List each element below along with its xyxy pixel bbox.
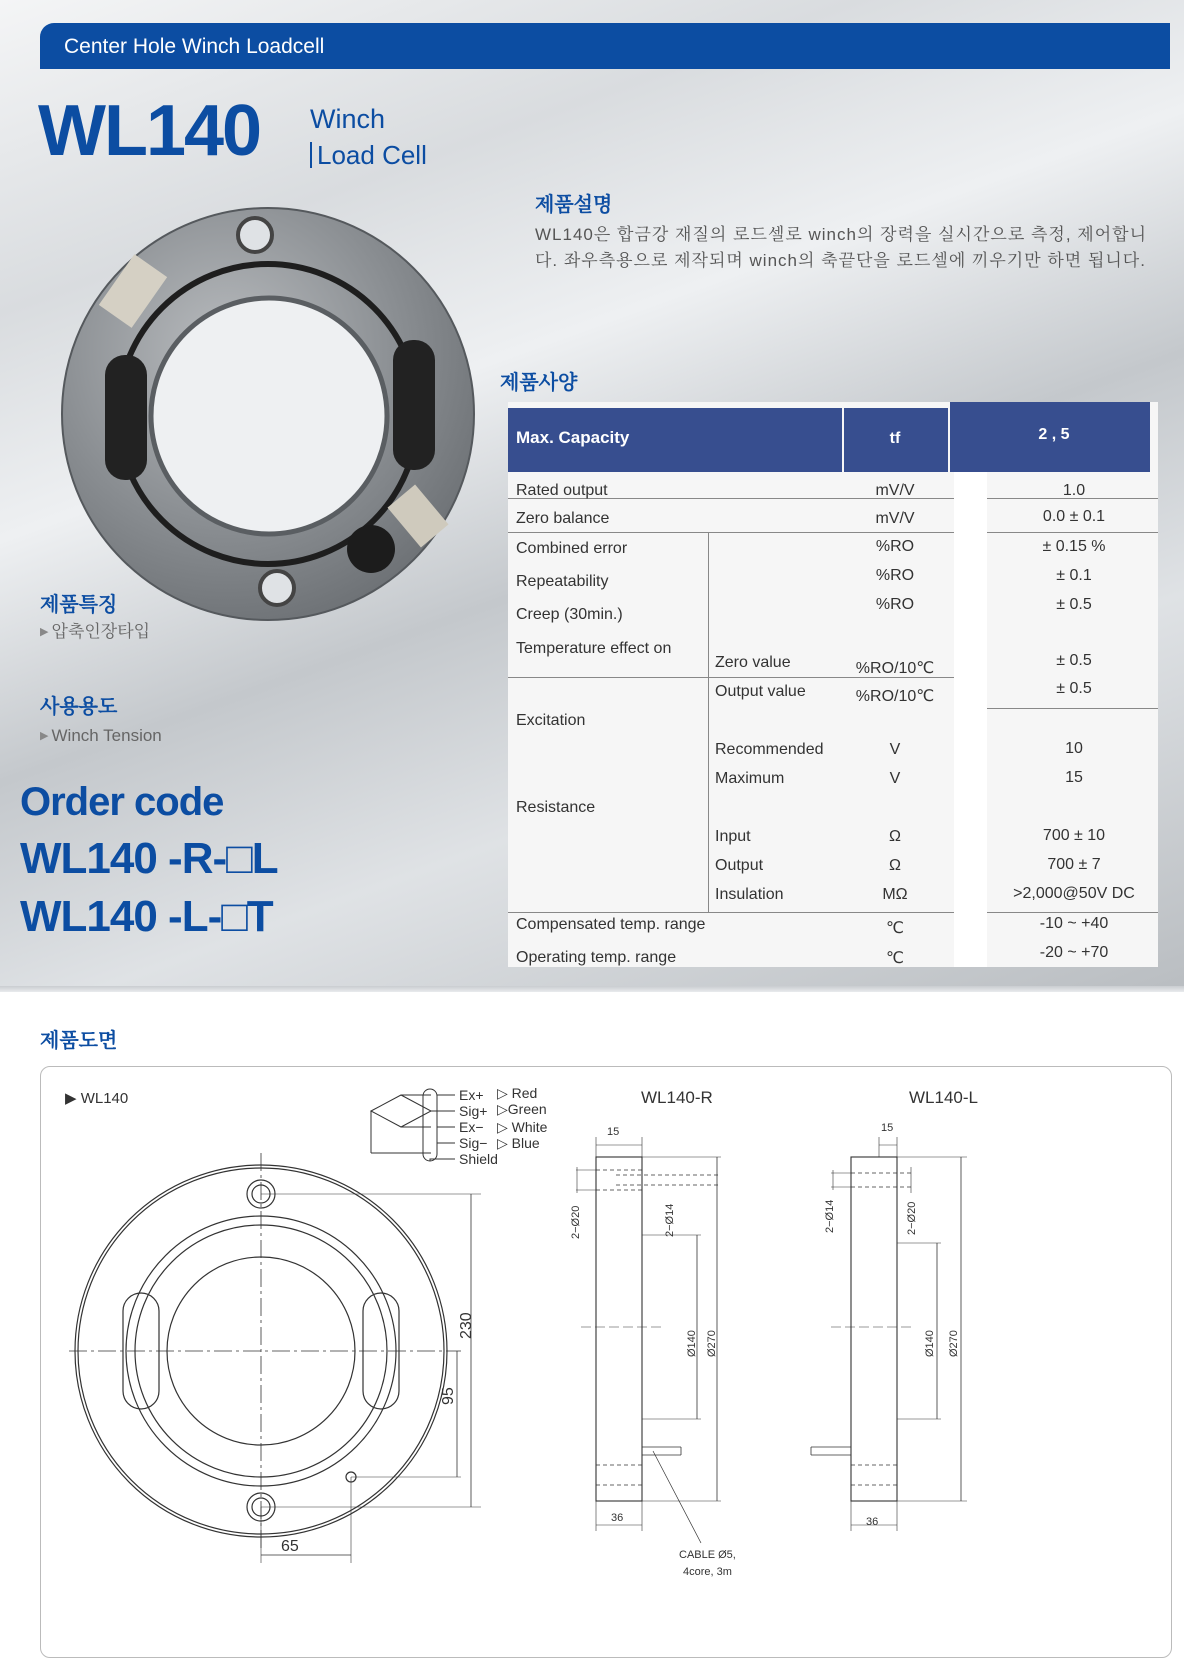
spec-sublabel: Output value: [715, 683, 806, 700]
dim-36-r: 36: [611, 1512, 624, 1524]
spec-unit: %RO: [875, 538, 915, 555]
usage-title: 사용용도: [40, 696, 118, 718]
spec-unit: V: [889, 770, 901, 787]
spec-value: ± 0.5: [1056, 596, 1092, 613]
features-title: 제품특징: [40, 594, 118, 616]
spec-sublabel: Zero value: [715, 654, 791, 671]
spec-label: Combined error: [516, 540, 628, 557]
spec-label: Rated output: [516, 482, 608, 499]
wire-color: ▷ Red: [497, 1085, 538, 1101]
wire-pin: Ex+: [459, 1087, 484, 1103]
wire-color: ▷Green: [497, 1101, 547, 1117]
spec-value: 15: [1065, 769, 1083, 786]
description-text: WL140은 합금강 재질의 로드셀로 winch의 장력을 실시간으로 측정, 제어합니다. 좌우측용으로 제작되며 winch의 축끝단을 로드셀에 끼우기만 하면 됩니다.: [535, 225, 1147, 270]
spec-header-unit: tf: [889, 430, 901, 447]
spec-value: 700 ± 10: [1042, 827, 1106, 844]
spec-label: Compensated temp. range: [516, 916, 706, 933]
drawing-panel: [40, 1066, 1172, 1658]
spec-unit: %RO: [875, 596, 915, 613]
order-code-r: WL140 -R-□L: [20, 834, 278, 883]
spec-sublabel: Maximum: [715, 770, 785, 787]
dim-bore-l: Ø140: [924, 1330, 936, 1357]
usage-item: ▶ Winch Tension: [40, 726, 162, 746]
spec-unit: ℃: [886, 950, 904, 967]
dim-bore-r: Ø140: [686, 1330, 698, 1357]
spec-value: -20 ~ +70: [1039, 944, 1109, 961]
spec-sublabel: Output: [715, 857, 764, 874]
dim-36-l: 36: [866, 1516, 879, 1528]
spec-sublabel: Insulation: [715, 886, 784, 903]
spec-value: 1.0: [1062, 482, 1086, 499]
spec-label: Excitation: [516, 712, 586, 729]
spec-value: 700 ± 7: [1047, 856, 1101, 873]
spec-unit: %RO/10℃: [855, 688, 935, 705]
cable-spec-line2: 4core, 3m: [683, 1566, 732, 1578]
banner-title: Center Hole Winch Loadcell: [64, 35, 325, 58]
spec-value: -10 ~ +40: [1039, 915, 1109, 932]
dim-hole20-r: 2−Ø20: [570, 1205, 582, 1239]
order-code-title: Order code: [20, 780, 224, 824]
subtitle-loadcell: Load Cell: [310, 142, 427, 168]
spec-table: [508, 402, 1158, 967]
dim-outer-r: Ø270: [706, 1330, 718, 1357]
spec-value: 10: [1065, 740, 1083, 757]
spec-header-label: Max. Capacity: [516, 428, 630, 447]
spec-value: ± 0.15 %: [1042, 538, 1106, 555]
category-banner: [40, 23, 1170, 69]
spec-label: Resistance: [516, 799, 596, 816]
spec-unit: Ω: [889, 828, 901, 845]
dim-15-l: 15: [881, 1122, 894, 1134]
model-title: WL140: [38, 91, 261, 171]
wire-pin: Shield: [459, 1151, 498, 1167]
wire-pin: Sig+: [459, 1103, 488, 1119]
technical-drawing: [41, 1067, 1171, 1657]
spec-unit: Ω: [889, 857, 901, 874]
wiring-diagram: [371, 1089, 455, 1161]
spec-value: ± 0.5: [1056, 680, 1092, 697]
spec-value: ± 0.5: [1056, 652, 1092, 669]
spec-unit: mV/V: [875, 510, 915, 527]
drawing-r-label: WL140-R: [641, 1088, 713, 1107]
order-code-l: WL140 -L-□T: [20, 892, 273, 941]
dim-95: 95: [440, 1387, 457, 1405]
description-title: 제품설명: [535, 194, 613, 216]
spec-unit: mV/V: [875, 482, 915, 499]
product-photo: [55, 200, 485, 630]
drawing-title: 제품도면: [40, 1030, 118, 1052]
spec-sublabel: Recommended: [715, 741, 824, 758]
spec-sublabel: Input: [715, 828, 751, 845]
spec-unit: ℃: [886, 920, 904, 937]
spec-column-gap: [954, 472, 987, 967]
drawing-main-label: ▶ WL140: [65, 1090, 129, 1107]
side-view-r: [576, 1137, 721, 1543]
spec-value: ± 0.1: [1056, 567, 1092, 584]
dim-hole14-r: 2−Ø14: [664, 1203, 676, 1237]
spec-label: Repeatability: [516, 573, 609, 590]
subtitle-winch: Winch: [310, 104, 386, 134]
dim-hole20-l: 2−Ø20: [906, 1201, 918, 1235]
wire-pin: Ex−: [459, 1119, 484, 1135]
side-view-l: [811, 1137, 967, 1531]
spec-unit: MΩ: [882, 886, 908, 903]
spec-label: Operating temp. range: [516, 949, 677, 966]
spec-label: Zero balance: [516, 510, 610, 527]
spec-value: 0.0 ± 0.1: [1042, 508, 1106, 525]
spec-label: Creep (30min.): [516, 606, 623, 623]
drawing-l-label: WL140-L: [909, 1088, 978, 1107]
spec-unit: %RO/10℃: [855, 660, 935, 677]
spec-title: 제품사양: [500, 372, 578, 394]
dim-hole14-l: 2−Ø14: [824, 1199, 836, 1233]
dim-15-r: 15: [607, 1126, 620, 1138]
dim-outer-l: Ø270: [948, 1330, 960, 1357]
dim-230: 230: [458, 1312, 475, 1339]
spec-label: Temperature effect on: [516, 640, 672, 657]
wire-pin: Sig−: [459, 1135, 488, 1151]
features-item: ▶ 압축인장타입: [40, 617, 150, 642]
cable-spec-line1: CABLE Ø5,: [679, 1549, 736, 1561]
wire-color: ▷ White: [497, 1119, 548, 1135]
front-view: [69, 1153, 481, 1563]
spec-value: >2,000@50V DC: [1013, 885, 1135, 902]
dim-65: 65: [281, 1538, 299, 1555]
spec-header-value: 2 , 5: [1038, 426, 1070, 443]
wire-color: ▷ Blue: [497, 1135, 540, 1151]
spec-unit: V: [889, 741, 901, 758]
spec-unit: %RO: [875, 567, 915, 584]
